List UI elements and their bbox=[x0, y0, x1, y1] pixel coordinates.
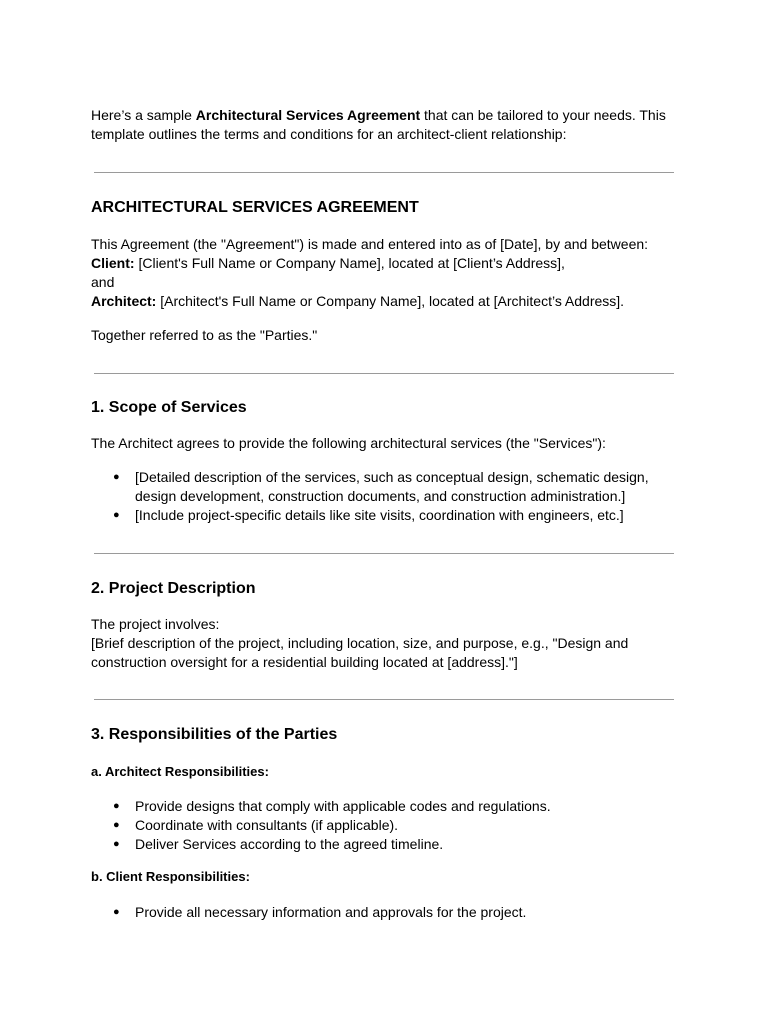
scope-bullet-1-line-2: design development, construction documents, and construction administration.] bbox=[135, 488, 626, 504]
intro-text-bold: Architectural Services Agreement bbox=[195, 107, 421, 123]
intro-line-2: template outlines the terms and conditions for an architect-client relationship: bbox=[91, 126, 567, 142]
client-responsibilities-heading: b. Client Responsibilities: bbox=[91, 869, 250, 884]
list-item bbox=[91, 903, 691, 922]
intro-text-pre: Here’s a sample bbox=[91, 107, 196, 123]
architect-item-3: Deliver Services according to the agreed timeline. bbox=[135, 836, 444, 852]
intro-line-1 bbox=[91, 106, 691, 125]
and-line: and bbox=[91, 274, 115, 290]
scope-heading: 1. Scope of Services bbox=[91, 399, 247, 416]
architect-responsibilities-heading: a. Architect Responsibilities: bbox=[91, 764, 269, 779]
bullet-icon: ● bbox=[113, 471, 120, 483]
responsibilities-heading: 3. Responsibilities of the Parties bbox=[91, 726, 338, 743]
agreement-title: ARCHITECTURAL SERVICES AGREEMENT bbox=[91, 199, 419, 216]
divider-1 bbox=[94, 172, 674, 173]
bullet-icon: ● bbox=[113, 800, 120, 812]
client-responsibilities-list bbox=[91, 903, 691, 922]
together-line: Together referred to as the "Parties." bbox=[91, 327, 318, 343]
bullet-icon: ● bbox=[113, 509, 120, 521]
list-item bbox=[91, 797, 691, 816]
project-line-1: The project involves: bbox=[91, 616, 220, 632]
architect-label: Architect: bbox=[91, 293, 157, 309]
divider-2 bbox=[94, 373, 674, 374]
client-item-1: Provide all necessary information and approvals for the project. bbox=[135, 904, 527, 920]
list-item bbox=[91, 816, 691, 835]
bullet-icon: ● bbox=[113, 906, 120, 918]
project-heading: 2. Project Description bbox=[91, 580, 256, 597]
scope-intro: The Architect agrees to provide the following architectural services (the "Services"): bbox=[91, 435, 606, 451]
architect-item-2: Coordinate with consultants (if applicable). bbox=[135, 817, 399, 833]
bullet-icon: ● bbox=[113, 819, 120, 831]
list-item bbox=[91, 506, 691, 525]
architect-text: [Architect's Full Name or Company Name], located at [Architect’s Address]. bbox=[156, 293, 625, 309]
client-line bbox=[91, 254, 691, 273]
scope-bullet-1-line-1: [Detailed description of the services, such as conceptual design, schematic design, bbox=[135, 469, 649, 485]
bullet-icon: ● bbox=[113, 838, 120, 850]
project-paragraph bbox=[91, 615, 691, 672]
client-text: [Client's Full Name or Company Name], located at [Client’s Address], bbox=[134, 255, 565, 271]
project-line-2: [Brief description of the project, including location, size, and purpose, e.g., "Design and bbox=[91, 635, 629, 651]
intro-text-post: that can be tailored to your needs. This bbox=[420, 107, 666, 123]
agreement-intro-line: This Agreement (the "Agreement") is made and entered into as of [Date], by and between: bbox=[91, 236, 649, 252]
scope-list bbox=[91, 468, 691, 525]
client-label: Client: bbox=[91, 255, 135, 271]
agreement-parties bbox=[91, 235, 691, 311]
divider-3 bbox=[94, 553, 674, 554]
intro-paragraph bbox=[91, 106, 691, 144]
architect-line bbox=[91, 292, 691, 311]
project-line-3: construction oversight for a residential building located at [address]."] bbox=[91, 654, 518, 670]
scope-bullet-2: [Include project-specific details like site visits, coordination with engineers, etc.] bbox=[135, 507, 624, 523]
architect-responsibilities-list bbox=[91, 797, 691, 854]
list-item bbox=[91, 468, 691, 506]
architect-item-1: Provide designs that comply with applicable codes and regulations. bbox=[135, 798, 551, 814]
divider-4 bbox=[94, 699, 674, 700]
list-item bbox=[91, 835, 691, 854]
